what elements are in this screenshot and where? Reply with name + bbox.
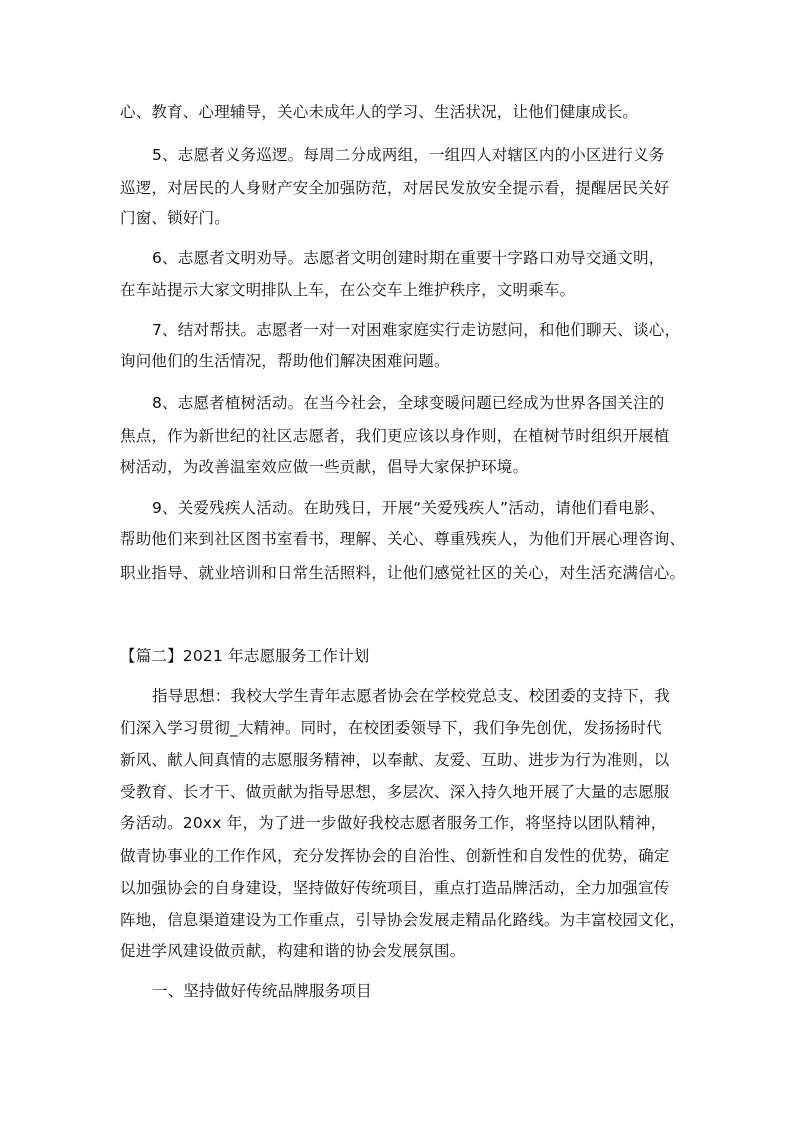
item-9-line-3: 职业指导、就业培训和日常生活照料，让他们感觉社区的关心，对生活充满信心。 bbox=[120, 564, 686, 582]
item-7-line-1: 7、结对帮扶。志愿者一对一对困难家庭实行走访慰问，和他们聊天、谈心， bbox=[152, 321, 681, 339]
item-6-line-2: 在车站提示大家文明排队上车，在公交车上维护秩序，文明乘车。 bbox=[120, 281, 576, 299]
section-heading: 【篇二】2021 年志愿服务工作计划 bbox=[120, 647, 370, 665]
item-5-line-1: 5、志愿者义务巡逻。每周二分成两组，一组四人对辖区内的小区进行义务 bbox=[152, 146, 665, 164]
guiding-line-8: 阵地，信息渠道建设为工作重点，引导协会发展走精品化路线。为丰富校园文化， bbox=[120, 911, 686, 929]
item-5-line-2: 巡逻，对居民的人身财产安全加强防范，对居民发放安全提示看，提醒居民关好 bbox=[120, 179, 670, 197]
guiding-line-1: 指导思想：我校大学生青年志愿者协会在学校党总支、校团委的支持下，我 bbox=[152, 687, 671, 705]
item-9-line-1: 9、关爱残疾人活动。在助残日，开展“关爱残疾人”活动，请他们看电影、 bbox=[152, 499, 666, 517]
guiding-line-9: 促进学风建设做贡献，构建和谐的协会发展氛围。 bbox=[120, 942, 466, 960]
item-7-line-2: 询问他们的生活情况，帮助他们解决困难问题。 bbox=[120, 352, 450, 370]
item-9-line-2: 帮助他们来到社区图书室看书，理解、关心、尊重残疾人，为他们开展心理咨询、 bbox=[120, 530, 686, 548]
item-6-line-1: 6、志愿者文明劝导。志愿者文明创建时期在重要十字路口劝导交通文明， bbox=[152, 249, 665, 267]
guiding-line-6: 做青协事业的工作作风，充分发挥协会的自治性、创新性和自发性的优势，确定 bbox=[120, 847, 670, 865]
item-5-line-3: 门窗、锁好门。 bbox=[120, 209, 230, 227]
guiding-line-2: 们深入学习贯彻_大精神。同时，在校团委领导下，我们争先创优，发扬扬时代 bbox=[120, 719, 662, 737]
guiding-line-4: 受教育、长才干、做贡献为指导思想，多层次、深入持久地开展了大量的志愿服 bbox=[120, 783, 670, 801]
guiding-line-5: 务活动。20xx 年，为了进一步做好我校志愿者服务工作，将坚持以团队精神， bbox=[120, 814, 667, 832]
item-8-line-2: 焦点，作为新世纪的社区志愿者，我们更应该以身作则，在植树节时组织开展植 bbox=[120, 427, 670, 445]
item-8-line-1: 8、志愿者植树活动。在当今社会，全球变暖问题已经成为世界各国关注的 bbox=[152, 394, 665, 412]
guiding-line-3: 新风、献人间真情的志愿服务精神，以奉献、友爱、互助、进步为行为准则，以 bbox=[120, 751, 670, 769]
guiding-line-7: 以加强协会的自身建设，坚持做好传统项目，重点打造品牌活动，全力加强宣传 bbox=[120, 879, 670, 897]
item-8-line-3: 树活动，为改善温室效应做一些贡献，倡导大家保护环境。 bbox=[120, 458, 529, 476]
intro-line: 心、教育、心理辅导，关心未成年人的学习、生活状况，让他们健康成长。 bbox=[120, 103, 639, 121]
subheading: 一、坚持做好传统品牌服务项目 bbox=[152, 982, 372, 1000]
